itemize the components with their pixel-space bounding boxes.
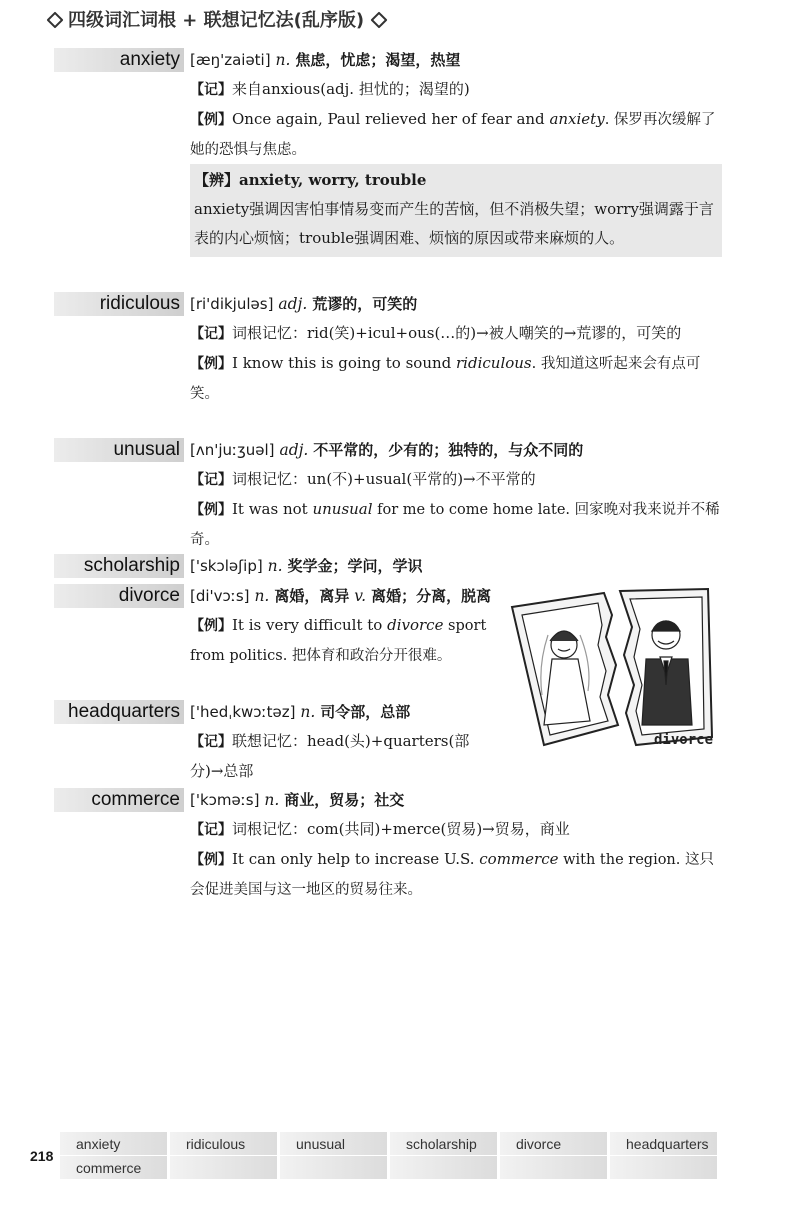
- footer-empty-cell: [390, 1156, 500, 1180]
- footer-word: divorce: [500, 1132, 610, 1156]
- footer-empty-cell: [170, 1156, 280, 1180]
- example-keyword: anxiety: [549, 110, 605, 128]
- definition-line: [190, 290, 720, 319]
- part-of-speech: adj.: [278, 295, 308, 313]
- footer-empty-cell: [610, 1156, 720, 1180]
- illustration-caption: divorce: [654, 732, 714, 748]
- headword: scholarship: [54, 554, 184, 578]
- example-tag: 【例】: [190, 502, 232, 518]
- example-keyword: unusual: [312, 500, 373, 518]
- footer-empty-cell: [280, 1156, 390, 1180]
- part-of-speech: n.: [254, 587, 270, 605]
- example-text: I know this is going to sound: [232, 354, 457, 372]
- part-of-speech: n.: [264, 791, 280, 809]
- page-number: 218: [30, 1148, 54, 1164]
- phonetic: [æŋ'zaiəti]: [190, 51, 271, 69]
- definition: 焦虑，忧虑；渴望，热望: [295, 51, 461, 69]
- example-tag: 【例】: [190, 112, 232, 128]
- entry-content: [190, 786, 720, 905]
- entry-content: [190, 698, 500, 786]
- part-of-speech: adj.: [279, 441, 309, 459]
- definition: 荒谬的，可笑的: [312, 295, 418, 313]
- example-tag: 【例】: [190, 618, 232, 634]
- headword: unusual: [54, 438, 184, 462]
- example-line: [190, 105, 720, 165]
- example-translation: with the region. 这只会促进美国与这一地区的贸易往来。: [190, 852, 714, 898]
- memo-tag: 【记】: [190, 82, 232, 98]
- definition-line: [190, 436, 720, 465]
- example-tag: 【例】: [190, 852, 232, 868]
- memo-text: 联想记忆：head(头)+quarters(部分)→总部: [190, 732, 470, 780]
- memo-tag: 【记】: [190, 734, 232, 750]
- footer-word-index: [60, 1132, 720, 1180]
- memo-text: 词根记忆：un(不)+usual(平常的)→不平常的: [232, 470, 536, 488]
- definition: 司令部，总部: [320, 703, 411, 721]
- phonetic: [di'vɔːs]: [190, 587, 250, 605]
- example-keyword: commerce: [479, 850, 559, 868]
- footer-word: anxiety: [60, 1132, 170, 1156]
- memo-tag: 【记】: [190, 472, 232, 488]
- example-keyword: ridiculous: [456, 354, 532, 372]
- memo-text: 词根记忆：rid(笑)+icul+ous(…的)→被人嘲笑的→荒谬的，可笑的: [232, 324, 682, 342]
- running-header: [48, 6, 384, 32]
- header-title: 四级词汇词根 + 联想记忆法(乱序版): [68, 10, 365, 31]
- footer-word: ridiculous: [170, 1132, 280, 1156]
- definition-2: 离婚；分离，脱离: [371, 587, 492, 605]
- example-line: [190, 845, 720, 905]
- headword: commerce: [54, 788, 184, 812]
- phonetic: ['skɔləʃip]: [190, 557, 263, 575]
- memo-line: [190, 815, 720, 845]
- usage-note-title: 【辨】anxiety, worry, trouble: [194, 171, 427, 189]
- example-translation: . 保罗再次缓解了她的恐惧与焦虑。: [190, 112, 716, 158]
- diamond-left-icon: [48, 13, 60, 25]
- example-line: [190, 349, 720, 409]
- definition-line: [190, 46, 720, 75]
- example-text: It was not: [232, 500, 313, 518]
- headword: divorce: [54, 584, 184, 608]
- entry-content: [190, 552, 720, 581]
- part-of-speech-2: v.: [354, 587, 367, 605]
- headword: ridiculous: [54, 292, 184, 316]
- phonetic: ['kɔməːs]: [190, 791, 260, 809]
- definition: 商业，贸易；社交: [284, 791, 405, 809]
- memo-tag: 【记】: [190, 326, 232, 342]
- headword: anxiety: [54, 48, 184, 72]
- footer-word: unusual: [280, 1132, 390, 1156]
- footer-empty-cell: [500, 1156, 610, 1180]
- example-tag: 【例】: [190, 356, 232, 372]
- memo-line: [190, 319, 720, 349]
- example-line: [190, 611, 500, 671]
- memo-text: 词根记忆：com(共同)+merce(贸易)→贸易，商业: [232, 820, 570, 838]
- example-text: It can only help to increase U.S.: [232, 850, 480, 868]
- memo-line: [190, 75, 720, 105]
- definition-line: [190, 552, 720, 581]
- footer-word: scholarship: [390, 1132, 500, 1156]
- definition: 奖学金；学问，学识: [287, 557, 423, 575]
- headword: headquarters: [54, 700, 184, 724]
- example-line: [190, 495, 720, 555]
- entry-content: [190, 582, 500, 671]
- example-translation: . 我知道这听起来会有点可笑。: [190, 356, 701, 402]
- example-translation: sport from politics. 把体育和政治分开很难。: [190, 618, 487, 664]
- definition-line: [190, 786, 720, 815]
- entry-content: [190, 436, 720, 555]
- memo-tag: 【记】: [190, 822, 232, 838]
- divorce-illustration: [508, 585, 716, 753]
- example-text: Once again, Paul relieved her of fear and: [232, 110, 550, 128]
- definition-line: [190, 698, 500, 727]
- memo-line: [190, 727, 500, 786]
- part-of-speech: n.: [267, 557, 283, 575]
- usage-note-box: [190, 164, 722, 257]
- diamond-right-icon: [372, 13, 384, 25]
- example-keyword: divorce: [387, 616, 444, 634]
- part-of-speech: n.: [275, 51, 291, 69]
- definition: 不平常的，少有的；独特的，与众不同的: [313, 441, 584, 459]
- phonetic: [ri'dikjuləs]: [190, 295, 274, 313]
- example-translation: for me to come home late. 回家晚对我来说并不稀奇。: [190, 502, 720, 548]
- memo-text: 来自anxious(adj. 担忧的；渴望的): [232, 80, 470, 98]
- part-of-speech: n.: [300, 703, 316, 721]
- phonetic: [ʌn'juːʒuəl]: [190, 441, 275, 459]
- phonetic: ['hedˌkwɔːtəz]: [190, 703, 296, 721]
- entry-content: [190, 290, 720, 409]
- entry-content: [190, 46, 720, 165]
- definition: 离婚，离异: [274, 587, 350, 605]
- footer-word: commerce: [60, 1156, 170, 1180]
- usage-note-text: anxiety强调因害怕事情易变而产生的苦恼，但不消极失望；worry强调露于言表的内心烦恼；trouble强调困难、烦恼的原因或带来麻烦的人。: [194, 200, 714, 247]
- footer-word: headquarters: [610, 1132, 720, 1156]
- example-text: It is very difficult to: [232, 616, 388, 634]
- memo-line: [190, 465, 720, 495]
- definition-line: [190, 582, 500, 611]
